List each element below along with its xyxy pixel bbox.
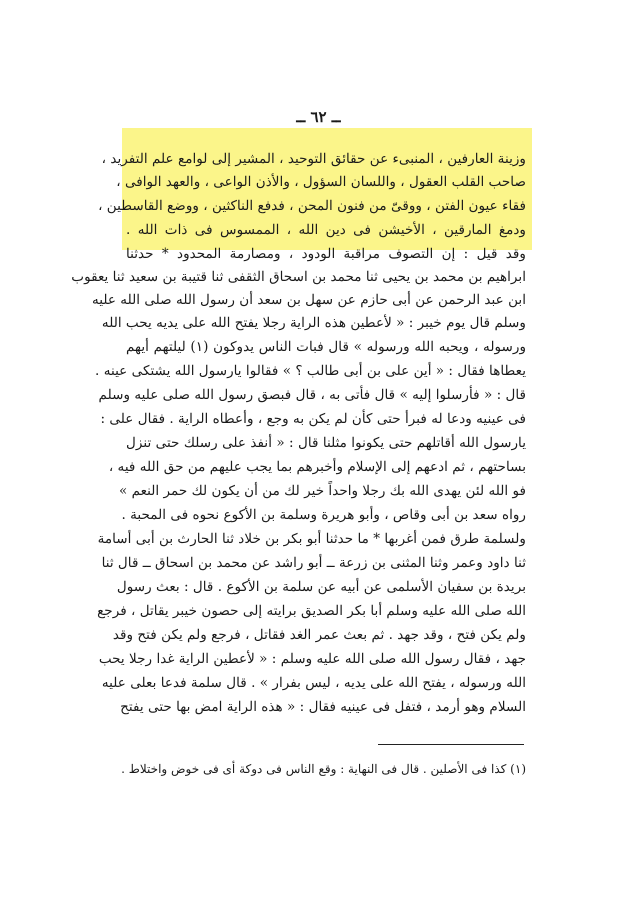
- body-line: وزينة العارفين ، المنبىء عن حقائق التوحيد ، المشير إلى لوامع علم التفريد ،: [101, 151, 526, 167]
- body-line: قال : « فأرسلوا إليه » قال فأتى به ، قال فبصق رسول الله صلى عليه وسلم: [98, 387, 526, 403]
- body-line: ورسوله ، ويحبه الله ورسوله » قال فبات الناس يدوكون (١) ليلتهم أيهم: [126, 339, 527, 355]
- body-line: وقد قيل : إن التصوف مراقبة الودود ، ومصارمة المحدود * حدثنا: [126, 246, 526, 262]
- footnote-divider: [378, 744, 524, 745]
- body-line: ولسلمة طرق فمن أغربها * ما حدثنا أبو بكر بن خلاد ثنا الحارث بن أبى أسامة: [97, 531, 526, 547]
- body-line: الله صلى الله عليه وسلم أبا بكر الصديق برايته إلى حصون خيبر يقاتل ، فرجع: [97, 603, 526, 619]
- body-line: رواه سعد بن أبى وقاص ، وأبو هريرة وسلمة بن الأكوع نحوه فى المحبة .: [121, 507, 526, 523]
- body-line: ابن عبد الرحمن عن أبى حازم عن سهل بن سعد أن رسول الله صلى الله عليه: [91, 292, 526, 308]
- body-line: ودمغ المارقين ، الأخيشن فى دين الله ، الممسوس فى ذات الله .: [126, 222, 526, 238]
- body-line: السلام وهو أرمد ، فتفل فى عينيه فقال : « هذه الراية امض بها حتى يفتح: [120, 699, 526, 715]
- body-line: فو الله لئن يهدى الله بك رجلا واحداً خير لك من أن يكون لك حمر النعم »: [118, 483, 526, 499]
- body-line: الله ورسوله ، يفتح الله على يديه ، ليس بفرار » . قال سلمة فدعا بعلى عليه: [101, 675, 526, 691]
- body-line: صاحب القلب العقول ، واللسان السؤول ، والأذن الواعى ، والعهد الوافى ،: [116, 174, 526, 190]
- body-line: فى عينيه ودعا له فبرأ حتى كأن لم يكن به وجع ، وأعطاه الراية . فقال على :: [100, 411, 526, 427]
- footnote: (١) كذا فى الأصلين . قال فى النهاية : وقع الناس فى دوكة أى فى خوض واختلاط .: [121, 762, 526, 776]
- page-number: ــ ٦٢ ــ: [296, 108, 341, 126]
- body-line: ولم يكن فتح ، وقد جهد . ثم بعث عمر الغد فقاتل ، فرجع ولم يكن فتح وقد: [112, 627, 526, 643]
- body-line: ثنا داود وعمر وثنا المثنى بن زرعة ــ أبو راشد عن محمد بن اسحاق ــ قال ثنا: [101, 555, 526, 571]
- body-line: يارسول الله أقاتلهم حتى يكونوا مثلنا قال : « أنفذ على رسلك حتى تنزل: [126, 435, 526, 451]
- body-line: بريدة بن سفيان الأسلمى عن أبيه عن سلمة بن الأكوع . قال : بعث رسول: [116, 579, 526, 595]
- body-line: وسلم قال يوم خيبر : « لأعطين هذه الراية رجلا يفتح الله على يديه يحب الله: [101, 315, 526, 331]
- body-line: جهد ، فقال رسول الله صلى الله عليه وسلم : « لأعطين الراية غدا رجلا يحب: [98, 651, 526, 667]
- body-line: يعطاها فقال : « أين على بن أبى طالب ؟ » فقالوا يارسول الله يشتكى عينه .: [95, 363, 526, 379]
- body-line: ابراهيم بن محمد بن يحيى ثنا محمد بن اسحاق الثقفى ثنا قتيبة بن سعيد ثنا يعقوب: [71, 269, 526, 285]
- body-line: فقاء عيون الفتن ، ووقىّ من فنون المحن ، فدفع الناكثين ، ووضع القاسطين ،: [98, 198, 526, 214]
- body-line: بساحتهم ، ثم ادعهم إلى الإسلام وأخبرهم بما يجب عليهم من حق الله فيه ،: [108, 459, 526, 475]
